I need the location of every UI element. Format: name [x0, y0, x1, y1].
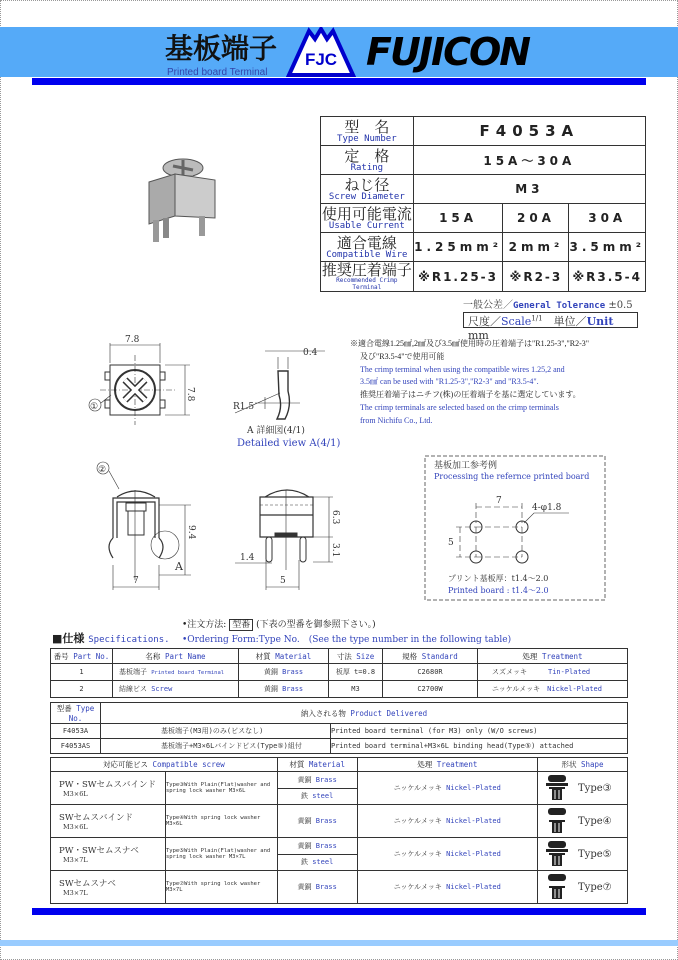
- spec-row-wire: 適合電線 Compatible Wire 1.25mm² 2mm² 3.5mm²: [321, 233, 646, 262]
- screw-shape-icon: [546, 872, 568, 900]
- svg-text:②: ②: [98, 465, 107, 475]
- parts-row: 2 結線ビス Screw 黄銅 Brass M3 C2700W ニッケルメッキ Nickel-Plated: [51, 681, 628, 698]
- svg-text:R1.5: R1.5: [233, 402, 255, 412]
- svg-text:FJC: FJC: [304, 50, 338, 69]
- header-divider: [32, 78, 646, 85]
- specifications-heading: ■仕様 Specifications.: [52, 632, 170, 645]
- notes: ※適合電線1.25㎟,2㎟及び3.5㎟使用時の圧着端子は"R1.25-3","R2-3" 及び"R3.5-4"で使用可能 The crimp terminal when using the compatible wires 1.25,2 and 3.5㎟ can be used with "R1.25-3","R2-3" and "R3.5-4". 推奨圧着端子はニチフ(株)の圧着端子を基に選定しています。 The crimp terminals are selected based on the crimp terminals from Nichifu Co., Ltd.: [350, 339, 590, 425]
- side-view: [235, 490, 340, 590]
- screw-shape-icon: [546, 839, 568, 867]
- screw-type-label: Type⑦: [578, 881, 612, 893]
- type-number-value: F4053A: [413, 117, 645, 146]
- screw-type-label: Type⑤: [578, 848, 612, 860]
- screw-type-label: Type③: [578, 782, 612, 794]
- spec-row-screw: ねじ径 Screw Diameter M3: [321, 175, 646, 204]
- spec-row-type: 型 名 Type Number F4053A: [321, 117, 646, 146]
- footer-divider: [32, 908, 646, 915]
- svg-text:5: 5: [280, 576, 286, 586]
- screw-row: SWセムスバインド M3×6L Type④With spring lock washer M3×6L 黄銅 Brass ニッケルメッキ Nickel-Plated Type④: [51, 805, 628, 838]
- screw-row: PW・SWセムスバインド M3×6L Type③With Plain(Flat)washer and spring lock washer M3×6L 黄銅 Brass ニッケルメッキ Nickel-Plated Type③: [51, 772, 628, 789]
- svg-text:プリント基板厚：t1.4～2.0: プリント基板厚：t1.4～2.0: [448, 574, 549, 583]
- brand-logo: FUJICON: [366, 30, 530, 74]
- spec-row-rating: 定 格 Rating 15A～30A: [321, 146, 646, 175]
- spec-row-current: 使用可能電流 Usable Current 15A 20A 30A: [321, 204, 646, 233]
- detail-view-a: [233, 348, 341, 449]
- screw-row: SWセムスナベ M3×7L Type⑦With spring lock washer M3×7L 黄銅 Brass ニッケルメッキ Nickel-Plated Type⑦: [51, 871, 628, 904]
- screw-type-label: Type④: [578, 815, 612, 827]
- footer-band: [0, 940, 678, 946]
- ordering-en: •Ordering Form:Type No. (See the type number in the following table): [182, 635, 512, 645]
- screw-shape-icon: [546, 806, 568, 834]
- compatible-screw-table: 対応可能ビス Compatible screw 材質 Material 処理 Treatment 形状 Shape PW・SWセムスバインド M3×6L Type③With Plain(Flat)washer and spring lock washer M3×6L 黄銅 Brass ニッケルメッキ Nickel-Plated Type③ 鉄 steel SWセムスバインド M3×6L Type④With spring lock washer M3×6L 黄銅 Brass ニッケルメッキ Nickel-Plated Type④ PW・SWセムスナベ M3×7L Type⑤With Plain(Flat)washer and spring lock washer M3×7L 黄銅 Brass ニッケルメッキ Nickel-Plated Type⑤ 鉄 steel SWセムスナベ M3×7L Type⑦With spring lock washer M3×7L 黄銅 Brass ニッケルメッキ Nickel-Plated Type⑦: [50, 757, 628, 904]
- svg-text:0.4: 0.4: [303, 348, 318, 358]
- parts-table: [50, 648, 628, 698]
- front-view: [97, 462, 196, 590]
- product-photo: [135, 150, 230, 245]
- svg-text:5: 5: [448, 538, 454, 548]
- type-row: F4053A 基板端子(M3用)のみ(ビスなし) Printed board terminal (for M3) only (W/O screws): [51, 724, 628, 739]
- svg-text:7: 7: [496, 496, 502, 506]
- screw-shape-icon: [546, 773, 568, 801]
- svg-text:7.8: 7.8: [125, 335, 140, 345]
- svg-text:基板加工参考例: 基板加工参考例: [434, 461, 498, 471]
- svg-text:Printed board : t1.4～2.0: Printed board : t1.4～2.0: [448, 586, 549, 595]
- spec-table: [320, 116, 646, 292]
- type-row: F4053AS 基板端子+M3×6Lバインドビス(Type⑤)組付 Printed board terminal+M3×6L binding head(Type⑤) attached: [51, 739, 628, 754]
- svg-text:7.8: 7.8: [185, 387, 195, 402]
- page-subtitle: Printed board Terminal: [167, 67, 268, 78]
- svg-text:A: A: [175, 560, 183, 573]
- svg-text:4-φ1.8: 4-φ1.8: [532, 503, 562, 513]
- general-tolerance: 一般公差／General Tolerance ±0.5: [463, 300, 633, 311]
- ordering-jp: •注文方法: 型番 (下表の型番を御参照下さい。): [182, 620, 376, 630]
- parts-row: 1 基板端子 Printed board Terminal 黄銅 Brass 板厚 t=0.8 C2680R スズメッキ Tin-Plated: [51, 664, 628, 681]
- svg-text:6.3: 6.3: [330, 510, 340, 525]
- fjc-logo: [285, 27, 357, 77]
- svg-text:Detailed view A(4/1): Detailed view A(4/1): [237, 438, 341, 449]
- type-table: 型番 Type No. 納入される物 Product Delivered F4053A 基板端子(M3用)のみ(ビスなし) Printed board terminal (for M3) only (W/O screws) F4053AS 基板端子+M3×6Lバインドビス(Type⑤)組付 Printed board terminal+M3×6L binding head(Type⑤) attached: [50, 702, 628, 754]
- spec-row-crimp: 推奨圧着端子 Recommended Crimp Terminal ※R1.25-3 ※R2-3 ※R3.5-4: [321, 262, 646, 292]
- technical-drawing: [85, 325, 345, 595]
- svg-text:3.1: 3.1: [330, 543, 340, 558]
- svg-text:1.4: 1.4: [240, 553, 255, 563]
- screw-row: PW・SWセムスナベ M3×7L Type⑤With Plain(Flat)washer and spring lock washer M3×7L 黄銅 Brass ニッケルメッキ Nickel-Plated Type⑤: [51, 838, 628, 855]
- svg-text:Processing the refernce printe: Processing the refernce printed board: [434, 472, 590, 481]
- svg-text:9.4: 9.4: [186, 525, 196, 540]
- svg-text:A 詳細図(4/1): A 詳細図(4/1): [247, 426, 305, 436]
- parts-header: 番号 Part No. 名称 Part Name 材質 Material 寸法 Size 規格 Standard 処理 Treatment: [51, 649, 628, 664]
- page-title: 基板端子: [165, 32, 278, 65]
- board-reference: [424, 455, 606, 601]
- top-view: [89, 335, 195, 425]
- svg-text:7: 7: [133, 576, 139, 586]
- svg-text:①: ①: [90, 402, 99, 412]
- scale-unit-box: 尺度／Scale$^{1/1}$ 単位／Unit mm: [463, 312, 638, 328]
